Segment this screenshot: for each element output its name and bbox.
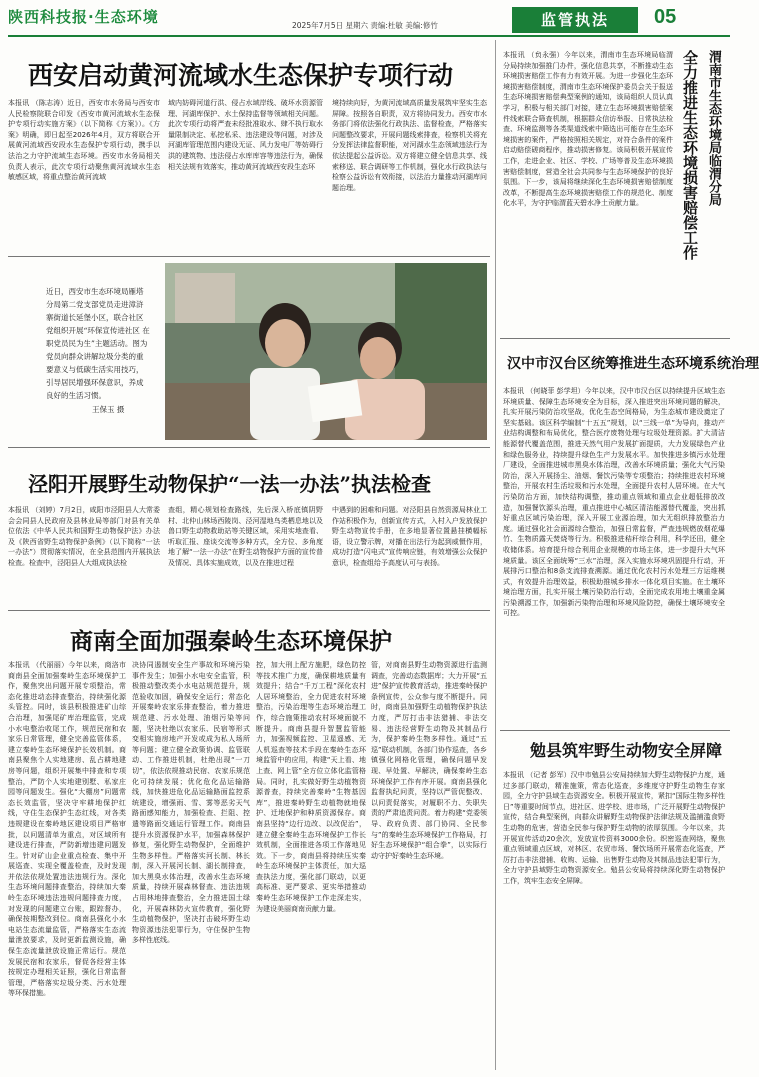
photo-credit: 王保玉 摄 [92,405,125,414]
article2-headline: 泾阳开展野生动物保护“一法一办法”执法检查 [28,472,432,496]
article1-col3: 境持续向好，为黄河流域高质量发展筑牢坚实生态屏障。按照各自职责，双方将协同发力。西安市水务部门将依法强化行政执法、监督检查，严格落实问题整改要求，开展问题线索排查，检察机关将充分发挥法律监督职能，对河湖水生态领域违法行为依法提起公益诉讼。双方将建立健全信息共享、线索移送、联合调研等工作机制，强化水行政执法与检察公益诉讼有效衔接，以法治力量推动河湖库问题治理。 [332,99,487,192]
article5-col: 本报讯 （何晓菲 彭学坦）今年以来，汉中市汉台区以持续提升区域生态环境质量、保障生态环境安全为目标，深入推进突出环境问题的解决，扎实开展污染防治攻坚战，优化生态空间格局，为生态城市建设奠定了坚实基础。该区科学编制“十五五”规划，以“三线一单”为导向，推动产业结构调整和布局优化，整合医疗废物处理与垃圾处理资源。扩大清洁能源替代覆盖范围，推进天然气用户发展扩面提质，大力发展绿色产业和绿色服务业，持续提升绿色生产力发展水平。加快推进多镇污水处理厂建设，全面推进城市黑臭水体治理，改善水环境质量；强化大气污染防治，深入开展扬尘、油烟、餐饮污染等专项整治；持续推进农村环境整治，开展农村生活垃圾和污水处理，全面提升农村人居环境。在大气污染防治方面，加快结构调整，推动重点领域和重点企业超低排放改造，加强餐饮源头治理，重点推进中心城区清洁能源替代覆盖，突出抓好重点区域污染治理，深入开展工业源治理，加大无组织排放整治力度。通过强化社会面源综合整治，加强日常监督，严查违规燃放烟花爆竹、生物质露天焚烧等行为。积极推进秸秆综合利用，科学还田，健全收储体系。培育提升综合利用企业规模的市场主体，进一步提升大气环境质量。该区全面统筹“三水”治理，深入实施水环境巩固提升行动，开展排污口整治和8条支流排查溯源。通过优化农村污水处理三方运维模式，有效提升治理效益，积极助推城乡排水一体化项目实施。在土壤环境治理方面，扎实开展土壤污染防治行动，全面完成农用地土壤重金属污染溯源工作，加强新污染物治理和环境风险防控，确保土壤环境安全可控。 [503,387,725,618]
article1-headline: 西安启动黄河流域水生态保护专项行动 [28,61,454,90]
article3-col4: 管，对商南县野生动物资源进行监测调查，完善动态数据库；大力开展“五进”保护宣传教育活动，推进秦岭保护条例宣传，公众参与度不断提升。同时，商南县加强野生动植物保护执法力度，严厉打击非法猎捕、非法交易、违法经营野生动物及其制品行为，保护秦岭生物多样性。通过“五巡”联动机制，各部门协作巡查，各乡镇强化网格化管理，确保问题早发现、早处置、早解决，确保秦岭生态环境保护工作有序开展。商南县强化监督执纪问责，坚持以严管促整改、以问责促落实，对履职不力、失职失责的严肃追责问责。着力构建“党委领导、政府负责、部门协同、全民参与”的秦岭生态环境保护工作格局，打好生态环境保护“组合拳”，以实际行动守护好秦岭生态环境。 [371,661,487,860]
page-number: 05 [654,6,677,28]
article2-col2: 查组，精心规划检查路线，先后深入桥底镇阴野村、北仲山林场西陵岗、泾河湿地鸟类栖息地以及兽口野生动物救助站等关键区域，采用实地查看、听取汇报、座谈交流等多种方式，全方位、多角度地了解“一法一办法”在野生动物保护方面的宣传普及情况、具体实施成效，以及在推进过程 [168,506,323,567]
issue-meta: 2025年7月5日 星期六 责编:杜敏 美编:修竹 [292,21,438,30]
article3-headline: 商南全面加强秦岭生态环境保护 [70,628,392,655]
article3-col3: 控，加大刑上配方施肥，绿色防控等技术推广力度，确保耕地质量有效提升；结合“千万工程”深化农村人居环境整治，全力促进农村环境整治，污染治理等生态环境治理工作，综合施策推动农村环境面貌不断提升。商南县提升智慧监管能力，加强视频监控、卫星遥感、无人机巡查等技术手段在秦岭生态环境监管中的应用，构建“天上看、地上查、网上管”全方位立体化监管格局。同时，扎实做好野生动植物资源普查，持续完善秦岭“生物基因库”，推进秦岭野生动植物就地保护、迁地保护和种质资源保存。商南县坚持“边行边改、以改促治”，建立健全秦岭生态环境保护工作长效机制，全面推进各项工作落地见效。下一步，商南县将持续压实秦岭生态环境保护主体责任，加大巡查执法力度，强化部门联动，以更高标准、更严要求、更实举措推动秦岭生态环境保护工作走深走实，为建设美丽商南贡献力量。 [256,661,366,913]
column-divider [495,40,496,1070]
article1-col2: 域内妨碍河道行洪、侵占水域岸线、破坏水资源管理、河湖库保护、水土保持监督等领域相关问题。此次专项行动将严查未经批准取水、肆不执行取水量限制决定、私挖私采、违法建设等问题，对涉及河湖库管理范围内建设无证、风力发电厂等妨碍行洪的建筑物、违法侵占水库库容等违法行为，确保相关法规有效落实，推动黄河流域西安段生态环 [168,99,323,171]
article6-col: 本报讯 （记者 彭军）汉中市勉县公安局持续加大野生动物保护力度，通过多部门联动，精准施策，常态化巡查，多维度守护野生动物生存家园，全力守护县域生态资源安全。积极开展宣传，紧扣“国际生物多样性日”等重要时间节点，进社区、进学校、进市场，广泛开展野生动物保护宣传，结合典型案例，向群众讲解野生动物保护法律法规及滥捕滥食野生动物的危害，营造全民参与保护野生动物的浓厚氛围。今年以来，共开展宣传活动20余次，发放宣传资料3000余份。织密巡查网络，聚焦重点领域重点区域，对林区、农贸市场、餐饮场所开展常态化巡查，严厉打击非法猎捕、收购、运输、出售野生动物及其制品违法犯罪行为，全力守护县域野生动物资源安全。勉县公安局将持续深化野生动物保护工作，筑牢生态安全屏障。 [503,771,725,885]
photo-caption: 近日，西安市生态环境局雁塔分局第二党支部党员走进漳浒寨街道长延堡小区，联合社区党组织开展“环保宣传进社区 在职党员民为生”主题活动。图为党员向群众讲解垃圾分类的重要意义与低碳生活实用技巧，引导居民增强环保意识，养成良好的生活习惯。 [46,287,150,400]
article4-headline: 全力推进生态环境损害赔偿工作 [681,50,699,260]
photo-illustration [165,263,487,440]
article2-col3: 中遇到的困难和问题。对泾阳县自然资源局林业工作站积极作为，创新宣传方式，入村入户发放保护野生动物宣传手册，在多地显著位置悬挂横幅标语，设立警示牌，对播在出法行为起到威慑作用，成功打造“闪电式”宣传响应链，有效增强公众保护意识，检查组给予高度认可与表扬。 [332,506,487,567]
divider [500,730,730,731]
article6-headline: 勉县筑牢野生动物安全屏障 [530,741,723,760]
article1-col1: 本报讯 （陈志涛）近日，西安市水务局与西安市人民检察院联合印发《西安市黄河流域水生态保护专项行动实施方案》（以下简称《方案》）。《方案》明确，即日起至2026年4月，双方将联合开展黄河流域西安段水生态保护专项行动，携手以法治之力守护流域生态环境。西安市水务局相关负责人表示，此次专项行动聚焦黄河流域水生态敏感区域，将重点整治黄河流域 [8,99,160,182]
divider [500,338,730,339]
section-tag: 监管执法 [512,7,638,33]
paper-name: 陕西科技报·生态环境 [8,8,159,26]
article2-col1: 本报讯 （刘婷）7月2日，咸阳市泾阳县人大常委会会同县人民政府及县林业局等部门对县有关单位依法《中华人民共和国野生动物保护法》办法及《陕西省野生动物保护条例》（以下简称“一法一办法”）贯彻落实情况，在全县范围内开展执法检查。检查中，泾阳县人大组成执法检 [8,506,160,567]
masthead-rule [8,35,730,37]
article3-col2: 决协同遏制安全生产事故和环境污染事件发生；加强小水电安全监管，积极推动整改类小水电站规范提升，规范验收加固，确保安全运行；常态化开展秦岭农家乐排查整治，着力推进规范建、污水处理、油烟污染等问题，坚决杜绝以农家乐、民宿等形式变相实施房地产开发或成为私人场所等问题；建立健全政策协调、监管联动、工作推进机制，杜绝出现“一刀切”，依法依规推动民宿、农家乐规范化可持续发展；优化危化品运输路线，加快推进危化品运输路面监控系统建设，增强雨、雪、雾等恶劣天气路面感知能力，加强检查、拦阻、控遣等路面交通运行管理工作。商南县提升水资源保护水平，加强森林保护修复，强化野生动物保护，全面维护生物多样性。严格落实河长制、林长制，深入开展河长制、湖长制排查，加大黑臭水体治理，改善水生态环境质量，持续开展森林督查、违法违规占用林地排查整治，全力推进国土绿化，开展森林防火宣传教育，强化野生动植物保护，坚决打击破坏野生动物资源违法犯罪行为，守住保护生物多样性底线。 [132,661,250,945]
divider [8,447,490,448]
article4-side-headline: 渭南市生态环境局临渭分局 [706,50,721,206]
article4-col: 本报讯 （贠永强）今年以来，渭南市生态环境局临渭分局持续加强推门办件，强化信息共享，不断推动生态环境损害赔偿工作有力有效开展。为进一步强化生态环境损害赔偿制度，渭南市生态环境保护委员会关于报送生态环境损害赔偿典型案例的通知，该局组织人员认真学习，积极与相关部门对接，建立生态环境损害赔偿案件线索联合筛查机制，根据群众信访举报、日常执法检查、环境监测等各类渠道线索中筛选出可能存在生态环境损害的案件，严格按照相关规定，对符合条件的案件启动赔偿磋商程序，推动损害修复。该局积极开展宣传工作，走进企业、社区、学校、广场等普及生态环境损害赔偿制度，营造全社会共同参与生态环境保护的良好氛围。下一步，该局将继续深化生态环境损害赔偿制度改革，不断提高生态环境损害赔偿工作的规范化、制度化水平，为守护临渭蓝天碧水净土贡献力量。 [503,51,673,208]
article3-col1: 本报讯 （代丽丽）今年以来，商洛市商南县全面加强秦岭生态环境保护工作，聚焦突出问题开展专项整治，常态化推进动态排查整治，持续强化源头管控。同时，该县积极推进矿山综合治理，加强尾矿库治理监管，完成小水电整治收尾工作，规范民宿和农家乐日常管理，健全完善监管体系，建立秦岭生态环境保护长效机制。商南县聚焦个人实地建房、乱占耕地建房等问题，组织开展集中排查和专项整治，严防个人实地建别墅、私家庄园等问题发生。强化“大棚房”问题常态长效监管，坚决守牢耕地保护红线，守住生态保护生态红线，对各类违规建设在秦岭地区建设项目严格审批，以问题清单为重点，对区域所有建设进行排查，严防新增违建问题发生。针对矿山企业重点检查、集中开展巡查、实现全覆盖检查，及时发现并依法依规处置违法违规行为。深化生态环境问题排查整治，持续加大秦岭生态环境违法违规问题排查力度，对发现的问题建立台账，跟踪督办，确保按期整改到位。商南县强化小水电站生态流量监管，严格落实生态流量泄放要求，及时更新监测设施，确保生态流量泄放设施正常运行。规范发展民宿和农家乐，督促各经营主体按规定办理相关证照，强化日常监督管理，严格落实垃圾分类、污水处理等环保措施。 [8,661,126,998]
divider [8,610,490,611]
news-photo [165,263,487,440]
divider [8,256,490,257]
article5-headline: 汉中市汉台区统筹推进生态环境系统治理 [507,356,759,372]
